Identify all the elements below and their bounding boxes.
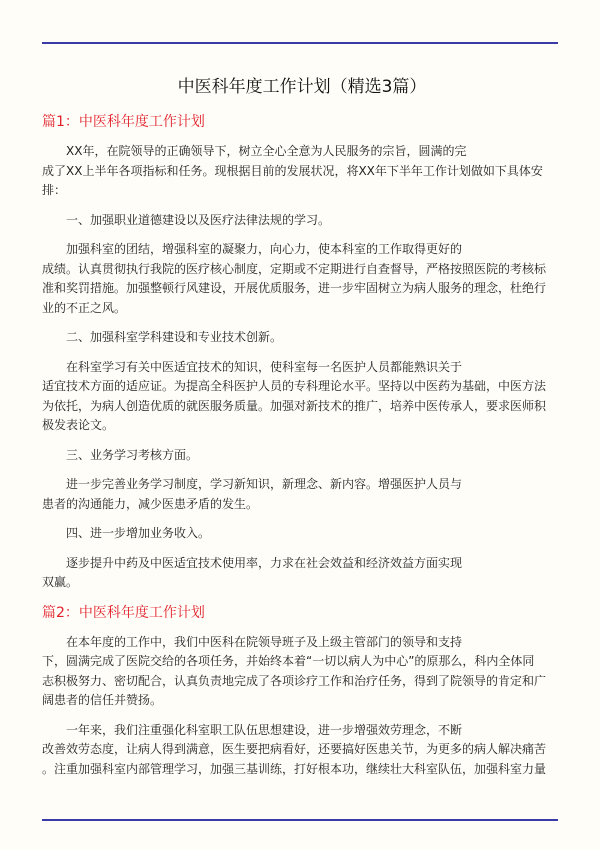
text-line: 极发表论文。 <box>42 418 115 432</box>
text-line: 四、进一步增加业务收入。 <box>66 526 211 540</box>
document-body <box>42 74 562 789</box>
text-line: XX年，在院领导的正确领导下，树立全心全意为人民服务的宗旨，圆满的完 <box>66 144 467 158</box>
paragraph <box>42 211 562 231</box>
section-2 <box>42 603 562 780</box>
sections <box>42 112 562 779</box>
section-heading: 篇2：中医科年度工作计划 <box>42 604 205 621</box>
text-line: 三、业务学习考核方面。 <box>66 447 199 462</box>
text-line: 在科室学习有关中医适宜技术的知识，使科室每一名医护人员都能熟识关于 <box>66 359 463 374</box>
text-line: 加强科室的团结，增强科室的凝聚力，向心力，使本科室的工作取得更好的 <box>66 242 463 256</box>
text-line: 下，圆满完成了医院交给的各项任务，并始终本着“一切以病人为中心”的原那么，科内全体同 <box>42 654 535 668</box>
text-line: 进一步完善业务学习制度，学习新知识，新理念、新内容。增强医护人员与 <box>66 477 463 491</box>
text-line: 为依托，为病人创造优质的就医服务质量。加强对新技术的推广，培养中医传承人，要求医师积 <box>42 398 547 413</box>
paragraph <box>42 240 562 318</box>
text-line: 成绩。认真贯彻执行我院的医疗核心制度，定期或不定期进行自查督导，严格按照医院的考核标 <box>42 261 547 276</box>
paragraph <box>42 475 562 514</box>
paragraph <box>42 524 562 544</box>
text-line: 。注重加强科室内部管理学习，加强三基训练，打好根本功，继续壮大科室队伍，加强科室力量 <box>42 761 547 776</box>
text-line: 成了XX上半年各项指标和任务。现根据目前的发展状况，将XX年下半年工作计划做如下具体安 <box>42 163 543 178</box>
paragraph <box>42 633 562 711</box>
text-line: 逐步提升中药及中医适宜技术使用率，力求在社会效益和经济效益方面实现 <box>66 555 463 570</box>
text-line: 排： <box>42 183 67 197</box>
text-line: 阔患者的信任并赞扬。 <box>42 693 163 707</box>
text-line: 在本年度的工作中，我们中医科在院领导班子及上级主管部门的领导和支持 <box>66 634 463 649</box>
text-line: 业的不正之风。 <box>42 300 127 315</box>
paragraph <box>42 446 562 466</box>
text-line: 志积极努力、密切配合，认真负责地完成了各项诊疗工作和治疗任务，得到了院领导的肯定和广 <box>42 673 547 688</box>
paragraph <box>42 358 562 436</box>
text-line: 适宜技术方面的适应证。为提高全科医护人员的专科理论水平。坚持以中医药为基础，中医方法 <box>42 379 547 393</box>
document-title: 中医科年度工作计划（精选3篇） <box>177 77 427 97</box>
text-line: 改善效劳态度，让病人得到满意，医生要把病看好，还要搞好医患关节，为更多的病人解决痛苦 <box>42 742 547 756</box>
section-1 <box>42 112 562 593</box>
text-line: 一年来，我们注重强化科室职工队伍思想建设，进一步增强效劳理念，不断 <box>66 722 463 737</box>
text-line: 准和奖罚措施。加强整顿行风建设，开展优质服务，进一步牢固树立为病人服务的理念，杜绝行 <box>42 281 547 295</box>
header-rule <box>42 42 558 44</box>
text-line: 二、加强科室学科建设和专业技术创新。 <box>66 330 283 344</box>
footer-rule <box>42 819 558 821</box>
paragraph <box>42 328 562 348</box>
text-line: 患者的沟通能力，减少医患矛盾的发生。 <box>42 496 259 511</box>
section-heading: 篇1：中医科年度工作计划 <box>42 114 205 130</box>
text-line: 一、加强职业道德建设以及医疗法律法规的学习。 <box>66 212 331 227</box>
paragraph <box>42 554 562 593</box>
text-line: 双赢。 <box>42 575 79 589</box>
paragraph <box>42 142 562 201</box>
paragraph <box>42 721 562 780</box>
